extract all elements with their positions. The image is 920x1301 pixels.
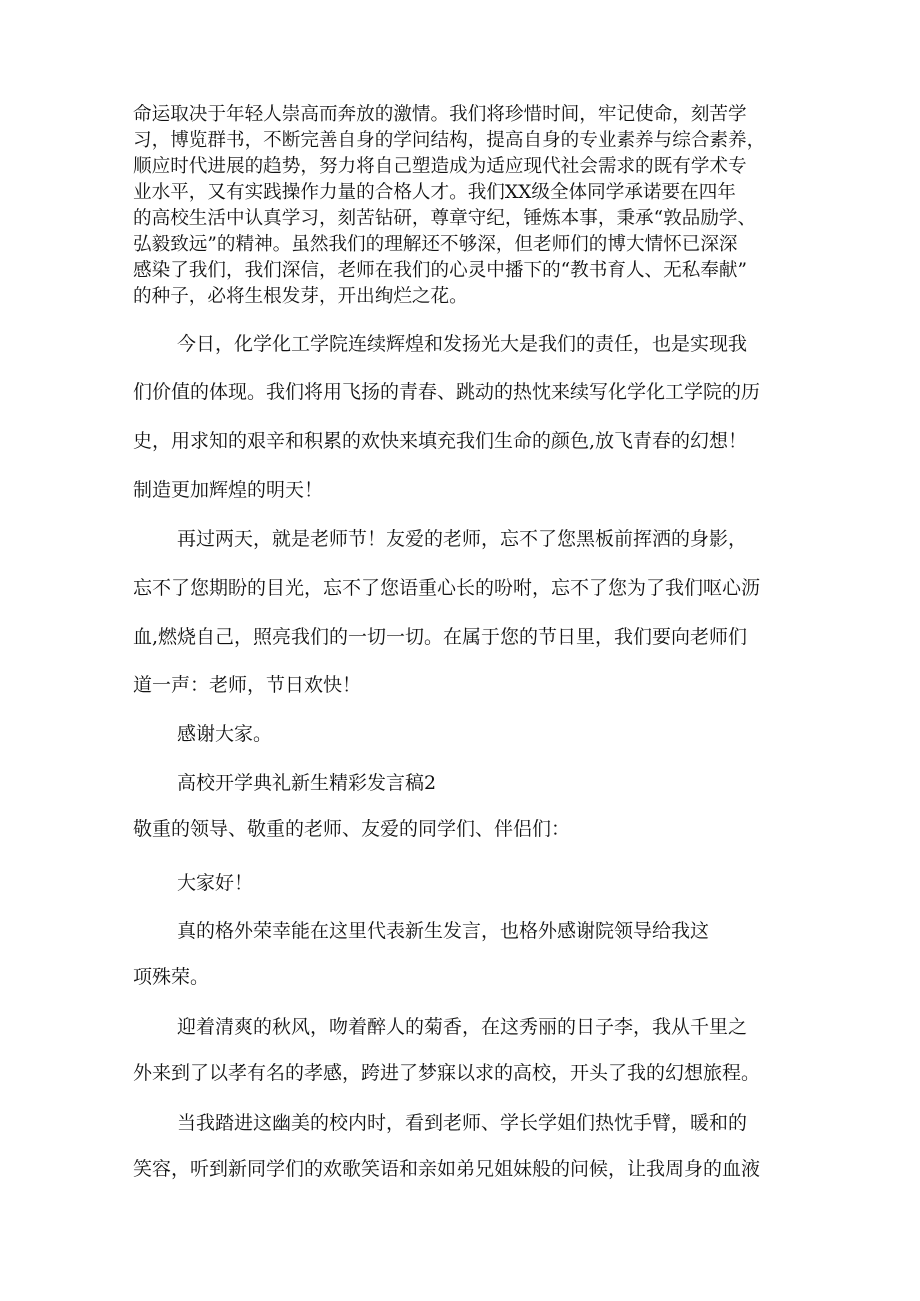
text-line: 的高校生活中认真学习，刻苦钻研，尊章守纪，锤炼本事，秉承“敦品励学、 — [133, 208, 757, 229]
text-line: 弘毅致远”的精神。虽然我们的理解还不够深，但老师们的博大情怀已深深 — [133, 234, 738, 255]
text-line: 血,燃烧自己，照亮我们的一切一切。在属于您的节日里，我们要向老师们 — [133, 626, 748, 648]
text-line: 业水平，又有实践操作力量的合格人才。我们XX级全体同学承诺要在四年 — [133, 182, 736, 203]
text-line: 项殊荣。 — [133, 966, 210, 988]
salutation: 敬重的领导、敬重的老师、友爱的同学们、伴侣们： — [133, 818, 571, 840]
text-line: 外来到了以孝有名的孝感，跨进了梦寐以求的高校，开头了我的幻想旅程。 — [133, 1062, 761, 1084]
text-line: 笑容，听到新同学们的欢歌笑语和亲如弟兄姐妹般的问候，让我周身的血液 — [133, 1158, 761, 1180]
text-line: 再过两天，就是老师节！友爱的老师，忘不了您黑板前挥洒的身影， — [177, 528, 748, 550]
text-line: 们价值的体现。我们将用飞扬的青春、跳动的热忱来续写化学化工学院的历 — [133, 381, 761, 403]
text-line: 迎着清爽的秋风，吻着醉人的菊香，在这秀丽的日子李，我从千里之 — [177, 1016, 748, 1038]
text-line: 感染了我们，我们深信，老师在我们的心灵中播下的“教书育人、无私奉献” — [133, 260, 748, 281]
text-line: 道一声：老师，节日欢快！ — [133, 674, 362, 696]
text-line: 习，博览群书，不断完善自身的学问结构，提高自身的专业素养与综合素养， — [133, 130, 766, 151]
text-line: 今日，化学化工学院连续辉煌和发扬光大是我们的责任，也是实现我 — [177, 333, 748, 355]
text-line: 忘不了您期盼的目光，忘不了您语重心长的吩咐，忘不了您为了我们呕心沥 — [133, 577, 761, 599]
greeting: 大家好！ — [177, 872, 254, 894]
text-line: 制造更加辉煌的明天！ — [133, 479, 324, 501]
text-line: 当我踏进这幽美的校内时，看到老师、学长学姐们热忱手臂，暖和的 — [177, 1112, 748, 1134]
text-line: 顺应时代进展的趋势，努力将自己塑造成为适应现代社会需求的既有学术专 — [133, 156, 747, 177]
text-line: 史，用求知的艰辛和积累的欢快来填充我们生命的颜色,放飞青春的幻想！ — [133, 430, 748, 452]
text-line: 的种子，必将生根发芽，开出绚烂之花。 — [133, 286, 468, 307]
section-heading: 高校开学典礼新生精彩发言稿2 — [177, 772, 437, 794]
text-line: 真的格外荣幸能在这里代表新生发言，也格外感谢院领导给我这 — [177, 920, 710, 942]
text-line: 感谢大家。 — [177, 723, 273, 745]
text-line: 命运取决于年轻人崇高而奔放的激情。我们将珍惜时间，牢记使命，刻苦学 — [133, 104, 747, 125]
